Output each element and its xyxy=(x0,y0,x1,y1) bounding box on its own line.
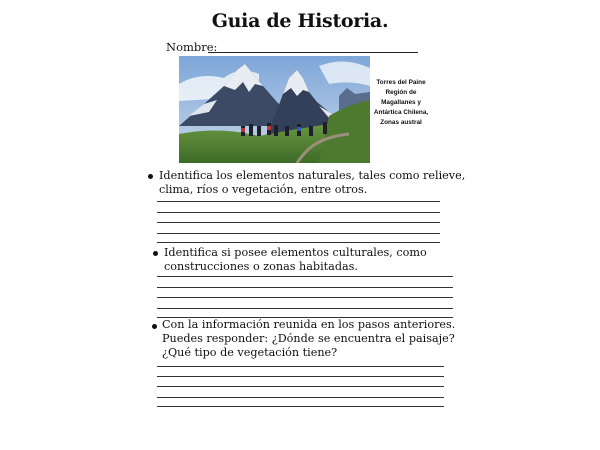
question-3-line: Puedes responder: ¿Dónde se encuentra el paisaje? xyxy=(162,332,455,345)
caption-line: Magallanes y xyxy=(381,99,421,106)
question-1 xyxy=(159,169,465,197)
answer-line-q3-3[interactable] xyxy=(157,386,444,387)
name-label: Nombre: xyxy=(166,40,218,54)
question-2-line: construcciones o zonas habitadas. xyxy=(164,260,358,273)
landscape-photo xyxy=(179,56,370,163)
question-2-line: Identifica si posee elementos culturales, como xyxy=(164,246,427,259)
answer-line-q3-5[interactable] xyxy=(157,406,444,407)
question-2 xyxy=(164,246,427,274)
answer-line-q3-4[interactable] xyxy=(157,397,444,398)
answer-line-q2-4[interactable] xyxy=(157,308,453,309)
answer-line-q1-5[interactable] xyxy=(157,242,440,243)
bullet-1 xyxy=(148,174,153,179)
page-title: Guia de Historia. xyxy=(211,10,389,32)
question-1-line: Identifica los elementos naturales, tales como relieve, xyxy=(159,169,466,182)
answer-line-q1-2[interactable] xyxy=(157,212,440,213)
answer-line-q1-3[interactable] xyxy=(157,222,440,223)
answer-line-q1-1[interactable] xyxy=(157,201,440,202)
caption-line: Torres del Paine xyxy=(376,79,426,86)
question-3-line: Con la información reunida en los pasos anteriores. xyxy=(162,318,456,331)
answer-line-q2-3[interactable] xyxy=(157,297,453,298)
bullet-2 xyxy=(153,251,158,256)
answer-line-q3-1[interactable] xyxy=(157,366,444,367)
question-1-line: clima, ríos o vegetación, entre otros. xyxy=(159,183,368,196)
answer-line-q2-2[interactable] xyxy=(157,287,453,288)
caption-line: Región de xyxy=(385,89,417,96)
answer-line-q2-1[interactable] xyxy=(157,276,453,277)
answer-line-q3-2[interactable] xyxy=(157,376,444,377)
name-answer-line[interactable] xyxy=(208,52,418,53)
question-3 xyxy=(162,318,455,360)
answer-line-q1-4[interactable] xyxy=(157,233,440,234)
question-3-line: ¿Qué tipo de vegetación tiene? xyxy=(162,346,338,359)
caption-line: Zonas austral xyxy=(380,119,422,126)
bullet-3 xyxy=(152,324,157,329)
caption-line: Antártica Chilena, xyxy=(373,109,429,116)
photo-caption xyxy=(370,78,432,128)
